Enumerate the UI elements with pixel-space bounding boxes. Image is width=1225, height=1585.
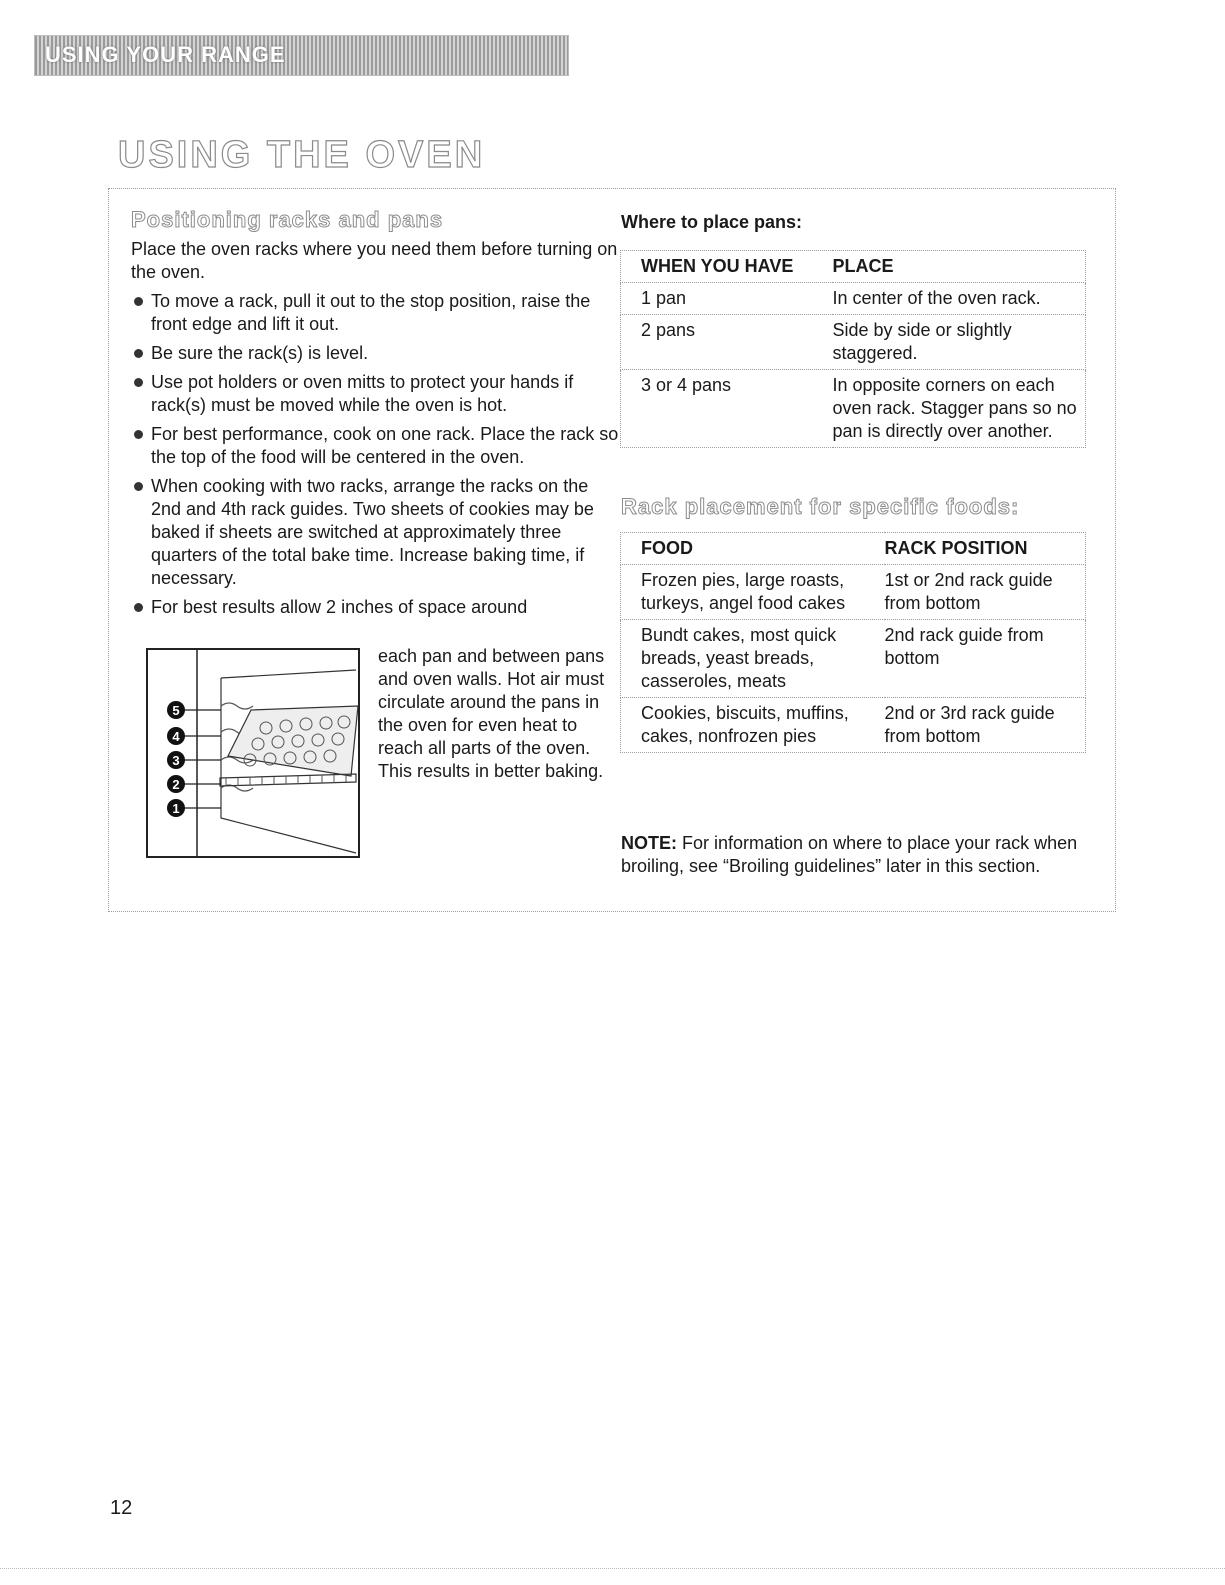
- table-cell: Frozen pies, large roasts, turkeys, angel food cakes: [621, 565, 885, 620]
- bullet-item: Be sure the rack(s) is level.: [131, 342, 621, 365]
- page-number: 12: [110, 1497, 133, 1519]
- oven-rack-diagram: [146, 648, 360, 858]
- positioning-heading: Positioning racks and pans: [131, 207, 444, 232]
- column-header: FOOD: [621, 533, 885, 565]
- table-cell: 1 pan: [621, 283, 833, 315]
- section-banner-text: USING YOUR RANGE: [45, 42, 286, 67]
- table-cell: 2 pans: [621, 315, 833, 370]
- table-row: [621, 620, 1086, 698]
- intro-text: Place the oven racks where you need them before turning on the oven.: [131, 239, 618, 282]
- bullet-item: For best performance, cook on one rack. Place the rack so the top of the food will be centered in the oven.: [131, 423, 621, 469]
- bullet-item: To move a rack, pull it out to the stop position, raise the front edge and lift it out.: [131, 290, 621, 336]
- table-cell: 1st or 2nd rack guide from bottom: [885, 565, 1086, 620]
- bullet-item: When cooking with two racks, arrange the racks on the 2nd and 4th rack guides. Two sheets of cookies may be baked if sheets are switched at approximately three quarters of the total bake time. Increase baking time, if necessary.: [131, 475, 621, 590]
- table-cell: 2nd or 3rd rack guide from bottom: [885, 698, 1086, 753]
- page-title: USING THE OVEN: [118, 134, 486, 176]
- bullet-list: [131, 290, 621, 619]
- rack-label-4: 4: [172, 729, 180, 744]
- table-header-row: [621, 533, 1086, 565]
- table-row: [621, 565, 1086, 620]
- table-cell: 3 or 4 pans: [621, 370, 833, 448]
- note-text: For information on where to place your rack when broiling, see “Broiling guidelines” later in this section.: [621, 833, 1078, 876]
- table-cell: 2nd rack guide from bottom: [885, 620, 1086, 698]
- rack-label-5: 5: [172, 703, 180, 718]
- positioning-section: [131, 238, 621, 619]
- note-paragraph: [621, 832, 1091, 878]
- table-row: [621, 370, 1086, 448]
- table-cell: Bundt cakes, most quick breads, yeast breads, casseroles, meats: [621, 620, 885, 698]
- table-cell: In opposite corners on each oven rack. Stagger pans so no pan is directly over another.: [833, 370, 1086, 448]
- bullet-item: Use pot holders or oven mitts to protect your hands if rack(s) must be moved while the oven is hot.: [131, 371, 621, 417]
- rack-label-1: 1: [172, 801, 180, 816]
- where-to-place-heading: Where to place pans:: [621, 212, 803, 232]
- rack-label-2: 2: [172, 777, 180, 792]
- table-header-row: [621, 251, 1086, 283]
- column-header: WHEN YOU HAVE: [621, 251, 833, 283]
- column-header: PLACE: [833, 251, 1086, 283]
- bullet-item: For best results allow 2 inches of space around: [131, 596, 621, 619]
- table-cell: In center of the oven rack.: [833, 283, 1086, 315]
- table-cell: Side by side or slightly staggered.: [833, 315, 1086, 370]
- rack-placement-heading: Rack placement for specific foods:: [621, 494, 1020, 519]
- pans-table: [620, 250, 1086, 448]
- rack-label-3: 3: [172, 753, 180, 768]
- table-cell: Cookies, biscuits, muffins, cakes, nonfrozen pies: [621, 698, 885, 753]
- table-row: [621, 315, 1086, 370]
- table-row: [621, 698, 1086, 753]
- bottom-rule: [0, 1568, 1225, 1569]
- note-label: NOTE:: [621, 833, 677, 853]
- rack-position-labels: [167, 701, 221, 817]
- section-banner: [34, 35, 569, 76]
- spacing-text: each pan and between pans and oven walls. Hot air must circulate around the pans in the oven for even heat to reach all parts of the oven. This results in better baking.: [378, 646, 605, 781]
- column-header: RACK POSITION: [885, 533, 1086, 565]
- food-table: [620, 532, 1086, 753]
- table-row: [621, 283, 1086, 315]
